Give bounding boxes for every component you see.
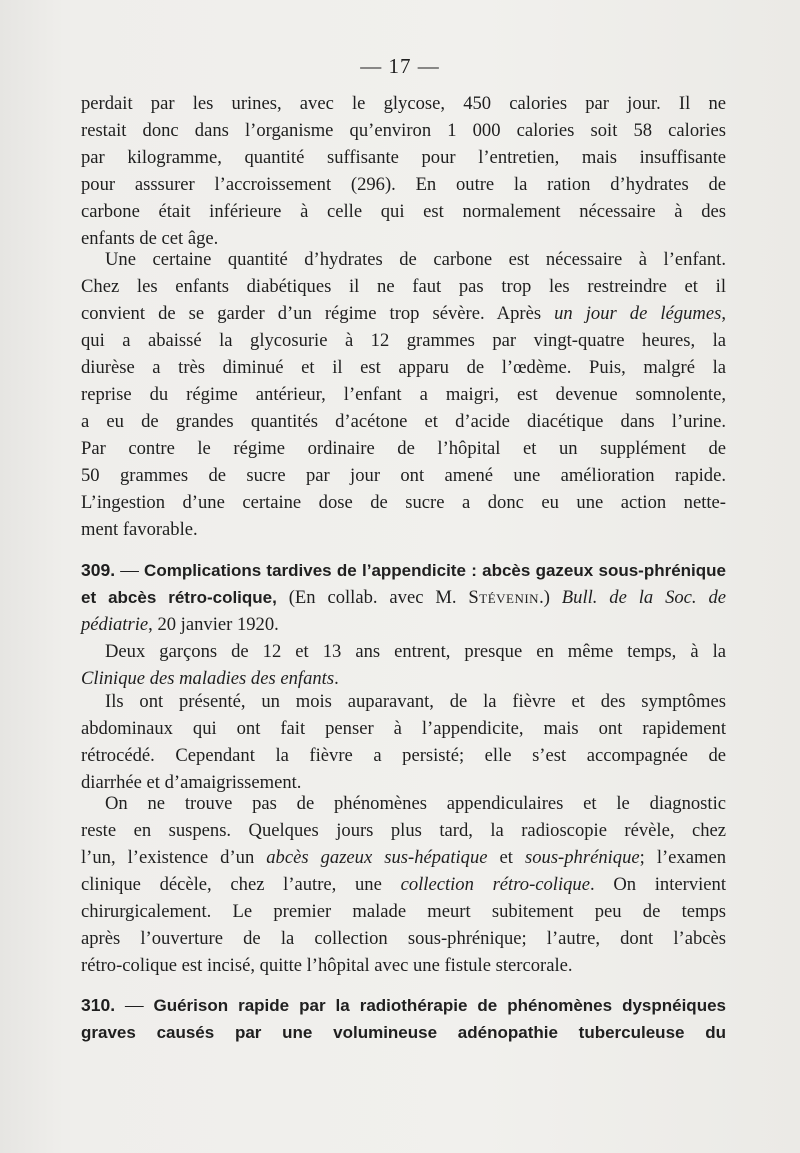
text-line: L’ingestion d’une certaine dose de sucre a donc eu une action nette-	[81, 492, 726, 513]
text-line: et abcès rétro-colique, (En collab. avec M. Stévenin.) Bull. de la Soc. de	[81, 587, 726, 608]
paragraph-diagnosis	[81, 790, 726, 979]
italic-phrase: un jour de légumes	[554, 303, 722, 324]
paragraph-clinic	[81, 638, 726, 692]
author-name: Stévenin	[468, 587, 540, 608]
page-number: — 17 —	[360, 54, 440, 78]
text-line: On ne trouve pas de phénomènes appendiculaires et le diagnostic	[105, 793, 726, 814]
text-line: chirurgicalement. Le premier malade meurt subitement peu de temps	[81, 901, 726, 922]
text-line: a eu de grandes quantités d’acétone et d’acide diacétique dans l’urine.	[81, 411, 726, 432]
journal-name: Bull. de la Soc. de	[561, 587, 726, 608]
text-line: 310. — Guérison rapide par la radiothérapie de phénomènes dyspnéiques	[81, 995, 726, 1016]
text-line: carbone était inférieure à celle qui est normalement nécessaire à des	[81, 201, 726, 222]
text-line: qui a abaissé la glycosurie à 12 grammes par vingt-quatre heures, la	[81, 330, 726, 351]
text-line: reste en suspens. Quelques jours plus tard, la radioscopie révèle, chez	[81, 820, 726, 841]
text-line: diarrhée et d’amaigrissement.	[81, 772, 302, 793]
text-line: Ils ont présenté, un mois auparavant, de la fièvre et des symptômes	[105, 691, 726, 712]
text-line: 309. — Complications tardives de l’appendicite : abcès gazeux sous-phrénique	[81, 560, 726, 581]
paragraph-continuation	[81, 90, 726, 252]
entry-number: 310.	[81, 995, 116, 1015]
text-line: restait donc dans l’organisme qu’environ 1 000 calories soit 58 calories	[81, 120, 726, 141]
text-line: 50 grammes de sucre par jour ont amené une amélioration rapide.	[81, 465, 726, 486]
entry-title: Complications tardives de l’appendicite : abcès gazeux sous-phrénique	[144, 561, 726, 580]
text-line: pour asssurer l’accroissement (296). En outre la ration d’hydrates de	[81, 174, 726, 195]
text-line: enfants de cet âge.	[81, 228, 219, 249]
text-line: Chez les enfants diabétiques il ne faut pas trop les restreindre et il	[81, 276, 726, 297]
text-line: l’un, l’existence d’un abcès gazeux sus-hépatique et sous-phrénique; l’examen	[81, 847, 726, 868]
text-line: perdait par les urines, avec le glycose, 450 calories par jour. Il ne	[81, 93, 726, 114]
text-line: graves causés par une volumineuse adénopathie tuberculeuse du	[81, 1023, 726, 1042]
text-line: Clinique des maladies des enfants.	[81, 668, 339, 689]
text-line: Deux garçons de 12 et 13 ans entrent, presque en même temps, à la	[105, 641, 726, 662]
text-line: clinique décèle, chez l’autre, une collection rétro-colique. On intervient	[81, 874, 727, 895]
entry-309-heading	[81, 557, 726, 638]
entry-310-heading	[81, 992, 726, 1046]
text-line: rétrocédé. Cependant la fièvre a persisté; elle s’est accompagnée de	[81, 745, 726, 766]
paragraph-carbohydrates	[81, 246, 726, 543]
text-line: diurèse a très diminué et il est apparu de l’œdème. Puis, malgré la	[81, 357, 726, 378]
text-line: par kilogramme, quantité suffisante pour l’entretien, mais insuffisante	[81, 147, 726, 168]
text-line: ment favorable.	[81, 519, 198, 540]
entry-title: Guérison rapide par la radiothérapie de phénomènes dyspnéiques	[153, 996, 726, 1015]
text-line: Une certaine quantité d’hydrates de carbone est nécessaire à l’enfant.	[105, 249, 726, 270]
text-line: convient de se garder d’un régime trop sévère. Après un jour de légumes,	[81, 303, 726, 324]
text-line: abdominaux qui ont fait penser à l’appendicite, mais ont rapidement	[81, 718, 726, 739]
text-line: pédiatrie, 20 janvier 1920.	[81, 614, 279, 635]
text-line: après l’ouverture de la collection sous-phrénique; l’autre, dont l’abcès	[81, 928, 726, 949]
paragraph-symptoms	[81, 688, 726, 796]
text-line: Par contre le régime ordinaire de l’hôpital et un supplément de	[81, 438, 726, 459]
text-line: reprise du régime antérieur, l’enfant a maigri, est devenue somnolente,	[81, 384, 726, 405]
text-line: rétro-colique est incisé, quitte l’hôpital avec une fistule stercorale.	[81, 955, 573, 976]
entry-number: 309.	[81, 560, 116, 580]
